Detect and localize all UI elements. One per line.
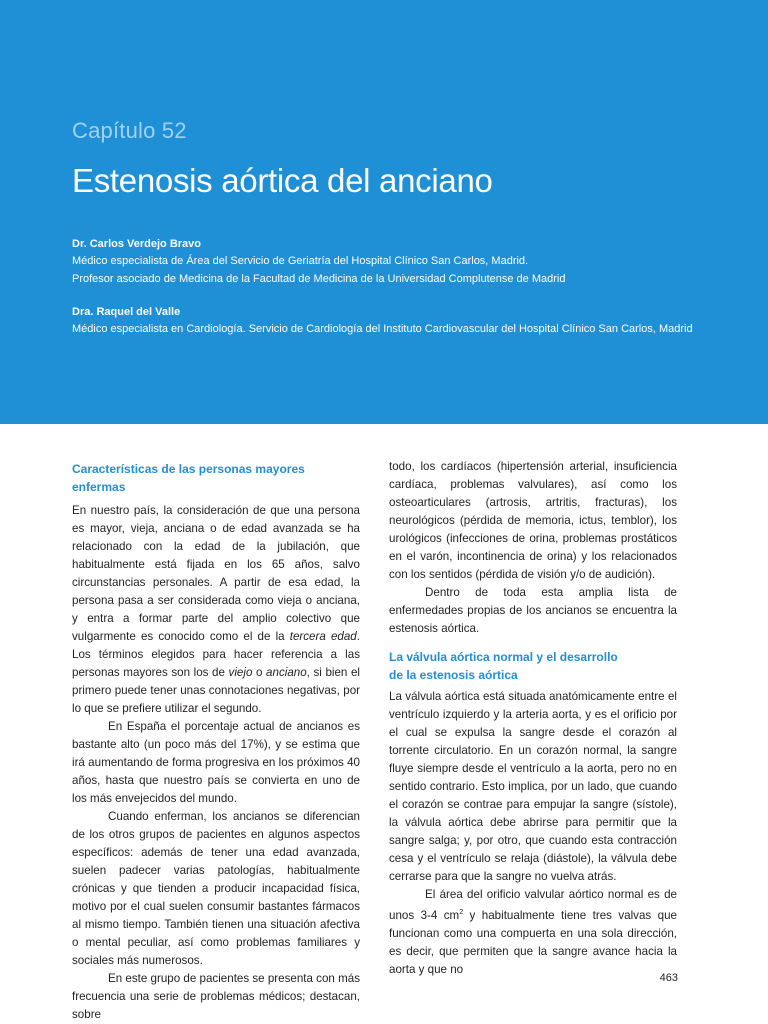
paragraph: La válvula aórtica está situada anatómicamente entre el ventrículo izquierdo y la arteria aorta, y es el orificio por el cual se expulsa la sangre desde el corazón al torrente circulatorio. En un corazón normal, la sangre fluye siempre desde el ventrículo a la aorta, pero no en sentido contrario. Esto implica, por un lado, que cuando el corazón se contrae para empujar la sangre (sístole), la válvula aórtica debe abrirse para permitir que la sangre salga; y, por otro, que cuando esta contracción cesa y el ventrículo se relaja (diástole), la válvula debe cerrarse para que la sangre no vuelva atrás.	[389, 690, 677, 883]
emphasis-term: viejo	[228, 666, 253, 679]
chapter-number: Capítulo 52	[72, 118, 187, 143]
right-column	[389, 458, 677, 979]
author-block	[72, 236, 732, 288]
section-heading: Características de las personas mayores enfermas	[72, 462, 305, 494]
emphasis-term: anciano	[266, 666, 307, 679]
paragraph: Dentro de toda esta amplia lista de enfermedades propias de los ancianos se encuentra la estenosis aórtica.	[389, 586, 677, 635]
paragraph: Cuando enferman, los ancianos se diferencian de los otros grupos de pacientes en algunos aspectos específicos: además de tener una edad avanzada, suelen padecer varias patologías, habitualmente crónicas y que tienden a producir incapacidad física, motivo por el cual suelen consumir bastantes fármacos al mismo tiempo. También tienen una situación afectiva o mental peculiar, así como problemas familiares y sociales más numerosos.	[72, 810, 360, 967]
superscript: 2	[459, 909, 464, 916]
page-title: Estenosis aórtica del anciano	[72, 162, 493, 199]
authors-section	[72, 236, 732, 354]
page-number: 463	[659, 972, 678, 984]
paragraph: En nuestro país, la consideración de que una persona es mayor, vieja, anciana o de edad avanzada se ha relacionado con la edad de la jubilación, que habitualmente está fijada en los 65 años, salvo circunstancias personales. A partir de esa edad, la persona pasa a ser considerada como vieja o anciana, y entra a formar parte del amplio colectivo que vulgarmente es conocido como el de la tercera edad. Los términos elegidos para hacer referencia a las personas mayores son los de viejo o anciano, si bien el primero puede tener unas connotaciones negativas, por lo que se prefiere utilizar el segundo.	[72, 504, 360, 715]
section-heading: La válvula aórtica normal y el desarrollo de la estenosis aórtica	[389, 650, 618, 682]
chapter-header	[0, 0, 768, 424]
author-name: Dr. Carlos Verdejo Bravo	[72, 238, 201, 250]
author-affiliation: Profesor asociado de Medicina de la Facultad de Medicina de la Universidad Complutense de Madrid	[72, 273, 566, 285]
emphasis-term: tercera edad	[289, 630, 357, 643]
paragraph: En España el porcentaje actual de ancianos es bastante alto (un poco más del 17%), y se estima que irá aumentando de forma progresiva en los próximos 40 años, hasta que nuestro país se convierta en uno de los más envejecidos del mundo.	[72, 720, 360, 805]
author-name: Dra. Raquel del Valle	[72, 306, 181, 318]
left-column	[72, 458, 360, 1024]
author-affiliation: Médico especialista de Área del Servicio de Geriatría del Hospital Clínico San Carlos, Madrid.	[72, 255, 529, 267]
paragraph: En este grupo de pacientes se presenta con más frecuencia una serie de problemas médicos; destacan, sobre	[72, 972, 360, 1021]
paragraph: todo, los cardíacos (hipertensión arterial, insuficiencia cardíaca, problemas valvulares), así como los osteoarticulares (artrosis, artritis, fracturas), los neurológicos (pérdida de memoria, ictus, temblor), los urológicos (infecciones de orina, problemas prostáticos en el varón, incontinencia de orina) y los relacionados con los sentidos (pérdida de visión y/o de audición).	[389, 460, 677, 581]
author-block	[72, 304, 732, 338]
author-affiliation: Médico especialista en Cardiología. Servicio de Cardiología del Instituto Cardiovascular del Hospital Clínico San Carlos, Madrid	[72, 323, 693, 335]
paragraph: El área del orificio valvular aórtico normal es de unos 3-4 $cm^2$ y habitualmente tiene tres valvas que funcionan como una compuerta en una sola dirección, es decir, que permiten que la sangre avance hacia la aorta y que no	[389, 888, 677, 976]
